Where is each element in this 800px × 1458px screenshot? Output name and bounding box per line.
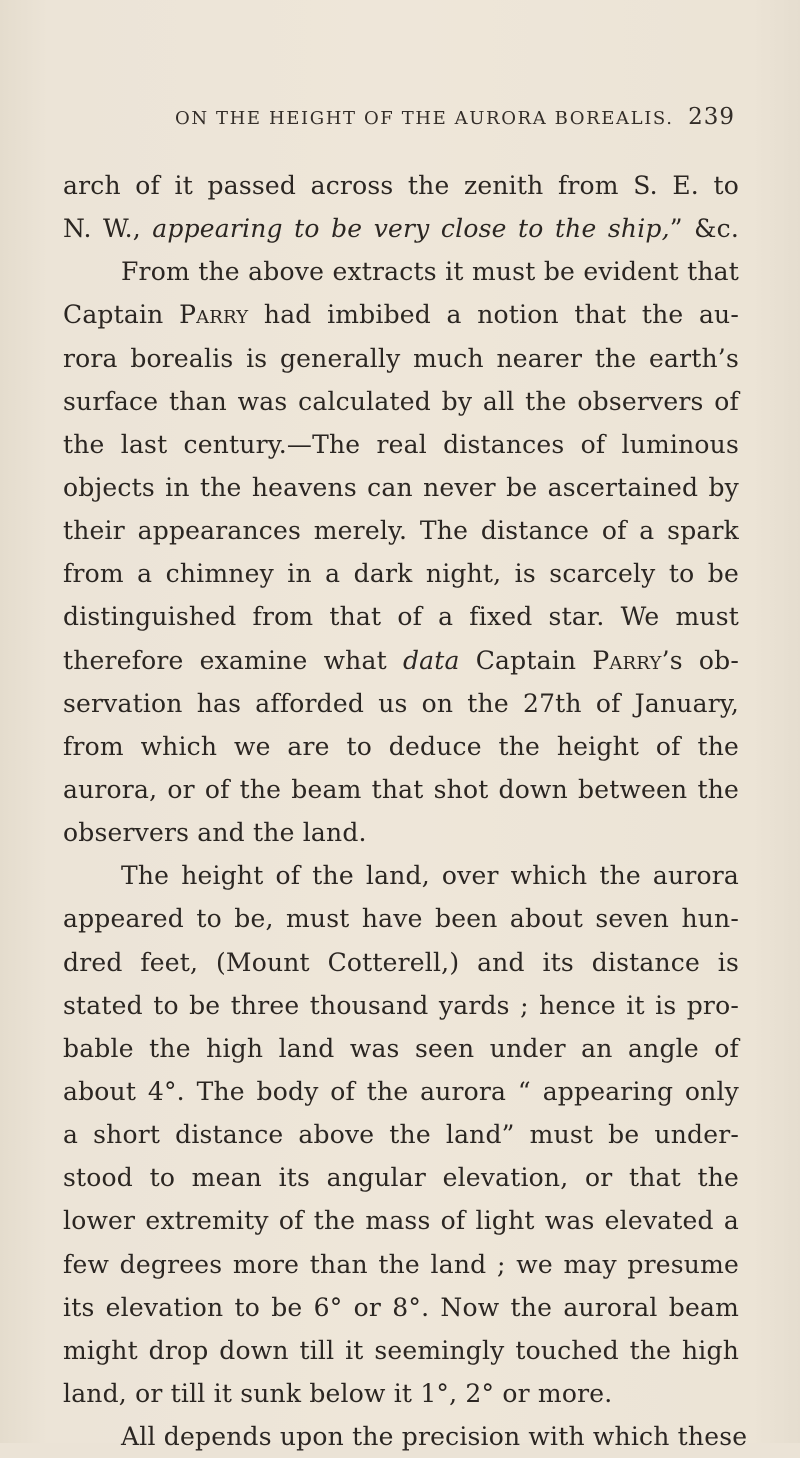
text-line: surface than was calculated by all the observers of: [63, 386, 739, 416]
text-line: N. W., appearing to be very close to the ship,” &c.: [63, 214, 739, 244]
text-line: a short distance above the land” must be under-: [63, 1120, 739, 1150]
page-number: 239: [688, 104, 735, 130]
text-line: from which we are to deduce the height of the: [63, 731, 739, 761]
paragraph-start-line: The height of the land, over which the aurora: [121, 861, 739, 891]
text-line: arch of it passed across the zenith from S. E. to: [63, 171, 739, 200]
text-line: dred feet, (Mount Cotterell,) and its distance is: [63, 947, 739, 977]
paragraph-end-line: land, or till it sunk below it 1°, 2° or more.: [63, 1378, 613, 1408]
text-line: about 4°. The body of the aurora “ appearing only: [63, 1076, 739, 1106]
text-line: appeared to be, must have been about seven hun-: [63, 904, 739, 934]
italic-quote: appearing to be very close to the ship,: [152, 214, 670, 244]
small-caps-name: Parry: [179, 300, 249, 330]
text-line: distinguished from that of a fixed star. We must: [63, 602, 739, 632]
paragraph-end-line: observers and the land.: [63, 818, 367, 848]
text-line: from a chimney in a dark night, is scarcely to be: [63, 559, 739, 589]
running-head-title: ON THE HEIGHT OF THE AURORA BOREALIS.: [175, 108, 674, 129]
text-line: might drop down till it seemingly touched the high: [63, 1335, 739, 1365]
text-line: bable the high land was seen under an angle of: [63, 1033, 739, 1063]
text-line: therefore examine what data Captain Parry’s ob-: [63, 645, 739, 675]
body-text: [63, 164, 748, 1458]
text-line: stated to be three thousand yards ; hence it is pro-: [63, 990, 739, 1020]
text-line: servation has afforded us on the 27th of January,: [63, 688, 739, 718]
paragraph-start-line: From the above extracts it must be evident that: [121, 257, 739, 287]
text-line: their appearances merely. The distance of a spark: [63, 516, 739, 546]
text-line: rora borealis is generally much nearer the earth’s: [63, 343, 739, 373]
paragraph-start-line: All depends upon the precision with which these: [121, 1422, 748, 1452]
text-line: stood to mean its angular elevation, or that the: [63, 1163, 739, 1193]
running-head: [175, 104, 735, 138]
text-line: objects in the heavens can never be ascertained by: [63, 472, 739, 502]
text-line: aurora, or of the beam that shot down between the: [63, 774, 739, 804]
text-line: its elevation to be 6° or 8°. Now the auroral beam: [63, 1292, 739, 1322]
text-line: Captain Parry had imbibed a notion that the au-: [63, 300, 739, 330]
text-line: few degrees more than the land ; we may presume: [63, 1249, 739, 1279]
small-caps-name: Parry: [592, 645, 662, 675]
italic-word: data: [402, 645, 460, 675]
text-line: lower extremity of the mass of light was elevated a: [63, 1206, 739, 1236]
text-line: the last century.—The real distances of luminous: [63, 429, 739, 459]
